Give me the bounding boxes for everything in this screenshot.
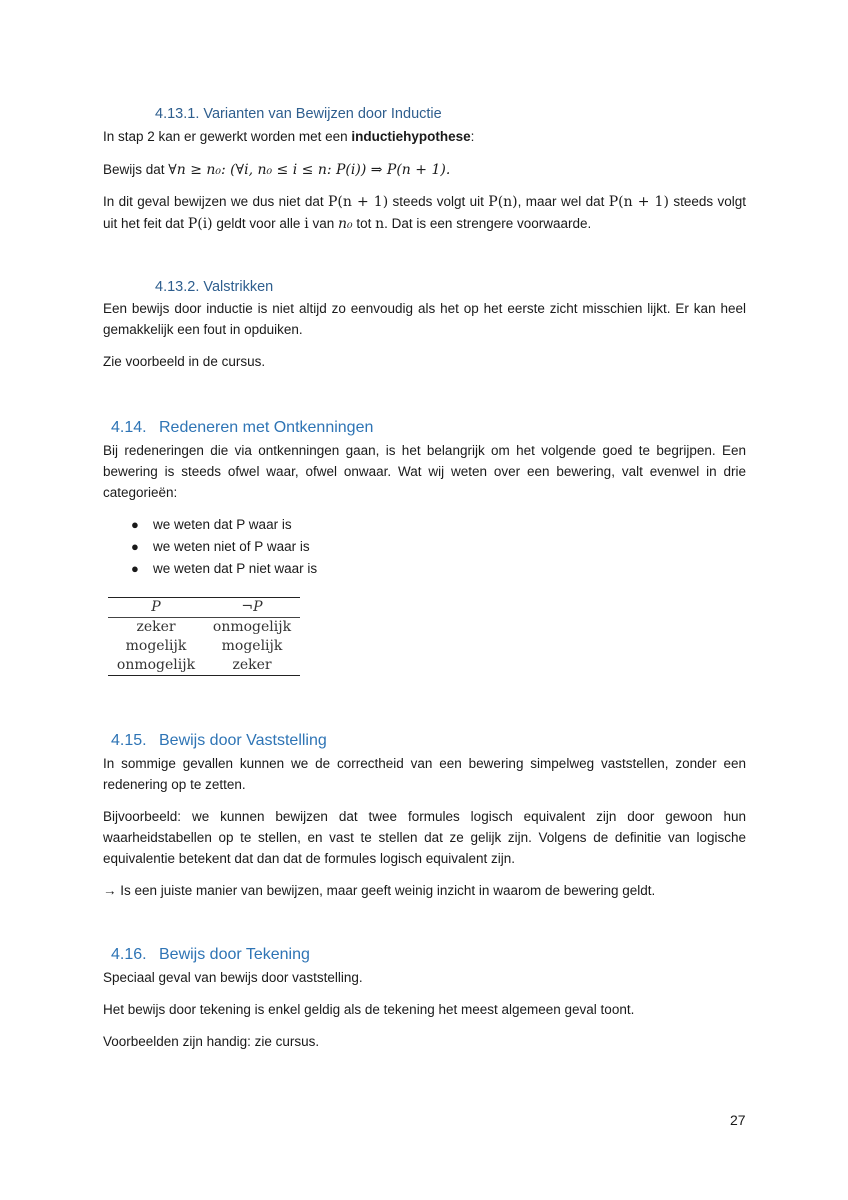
math: n₀ bbox=[337, 216, 353, 232]
section-title: Bewijs door Tekening bbox=[159, 946, 310, 963]
list-item bbox=[103, 558, 746, 580]
bullet-icon: ● bbox=[131, 539, 139, 554]
paragraph bbox=[103, 191, 746, 235]
text: steeds volgt uit het feit dat bbox=[103, 194, 747, 231]
math: i bbox=[304, 216, 309, 232]
math: P(n + 1) bbox=[608, 194, 669, 210]
math: P(n + 1) bbox=[327, 194, 389, 210]
section-title: Bewijs door Vaststelling bbox=[159, 732, 327, 749]
text: : bbox=[470, 129, 475, 144]
section-4-16 bbox=[103, 944, 746, 1052]
section-heading bbox=[103, 417, 746, 439]
paragraph: Voorbeelden zijn handig: zie cursus. bbox=[103, 1034, 320, 1049]
section-4-13-2 bbox=[103, 277, 746, 372]
section-number: 4.14. bbox=[111, 419, 147, 436]
table-row bbox=[108, 656, 300, 676]
table-row bbox=[108, 618, 300, 638]
table-cell: mogelijk bbox=[221, 638, 283, 654]
section-heading: 4.13.2. Valstrikken bbox=[155, 279, 274, 295]
formula: ∀n ≥ n₀: (∀i, n₀ ≤ i ≤ n: P(i)) ⇒ P(n + 1). bbox=[168, 162, 451, 178]
list-item-text: we weten niet of P waar is bbox=[153, 539, 310, 554]
math: n bbox=[375, 216, 385, 232]
table-cell: zeker bbox=[204, 656, 300, 676]
formula-line bbox=[103, 159, 746, 181]
section-title: Redeneren met Ontkenningen bbox=[159, 419, 374, 436]
bullet-list bbox=[103, 514, 746, 580]
paragraph: In sommige gevallen kunnen we de correctheid van een bewering simpelweg vaststellen, zonder een redenering op te zetten. bbox=[103, 756, 746, 792]
section-heading bbox=[103, 944, 746, 966]
table-cell: zeker bbox=[136, 619, 176, 635]
section-4-14 bbox=[103, 417, 746, 580]
paragraph: → Is een juiste manier van bewijzen, maar geeft weinig inzicht in waarom de bewering geldt. bbox=[103, 883, 656, 898]
text: van bbox=[308, 216, 338, 231]
section-4-13-1 bbox=[103, 104, 746, 235]
text: In stap 2 kan er gewerkt worden met een bbox=[103, 129, 352, 144]
list-item bbox=[103, 536, 746, 558]
bold-term: inductiehypothese bbox=[351, 129, 471, 144]
math: P(n) bbox=[488, 194, 518, 210]
bullet-icon: ● bbox=[131, 561, 139, 576]
text: steeds volgt uit bbox=[388, 194, 489, 209]
table-header: P bbox=[108, 598, 204, 618]
paragraph: Bijvoorbeeld: we kunnen bewijzen dat twee formules logisch equivalent zijn door gewoon hun waarheidstabellen op te stellen, en vast te stellen dat ze gelijk zijn. Volgens de definitie van logische equivalentie betekent dat dan dat de formules logisch equivalent zijn. bbox=[103, 809, 746, 866]
table-cell: mogelijk bbox=[125, 638, 187, 654]
list-item bbox=[103, 514, 746, 536]
text: , maar wel dat bbox=[517, 194, 609, 209]
text: geldt voor alle bbox=[212, 216, 305, 231]
section-heading bbox=[103, 730, 746, 752]
truth-table bbox=[108, 597, 300, 676]
paragraph: Zie voorbeeld in de cursus. bbox=[103, 354, 266, 369]
paragraph bbox=[103, 126, 746, 147]
paragraph: Het bewijs door tekening is enkel geldig als de tekening het meest algemeen geval toont. bbox=[103, 1002, 635, 1017]
paragraph: Een bewijs door inductie is niet altijd zo eenvoudig als het op het eerste zicht misschien lijkt. Er kan heel gemakkelijk een fout in opduiken. bbox=[103, 301, 746, 337]
text: Bewijs dat bbox=[103, 162, 169, 177]
table-cell: onmogelijk bbox=[108, 656, 204, 676]
text: In dit geval bewijzen we dus niet dat bbox=[103, 194, 328, 209]
math: P(i) bbox=[187, 216, 213, 232]
table-header: ¬P bbox=[204, 598, 300, 618]
section-4-15 bbox=[103, 730, 746, 901]
table-cell: onmogelijk bbox=[212, 619, 292, 635]
text: . Dat is een strengere voorwaarde. bbox=[384, 216, 592, 231]
paragraph: Speciaal geval van bewijs door vaststelling. bbox=[103, 970, 363, 985]
page-number: 27 bbox=[730, 1112, 746, 1128]
text: tot bbox=[352, 216, 376, 231]
table-row bbox=[108, 637, 300, 656]
paragraph: Bij redeneringen die via ontkenningen gaan, is het belangrijk om het volgende goed te begrijpen. Een bewering is steeds ofwel waar, ofwel onwaar. Wat wij weten over een bewering, valt evenwel in drie categorieën: bbox=[103, 443, 746, 500]
section-number: 4.15. bbox=[111, 732, 147, 749]
bullet-icon: ● bbox=[131, 517, 139, 532]
section-number: 4.16. bbox=[111, 946, 147, 963]
section-heading: 4.13.1. Varianten van Bewijzen door Inductie bbox=[155, 106, 442, 122]
list-item-text: we weten dat P waar is bbox=[153, 517, 292, 532]
list-item-text: we weten dat P niet waar is bbox=[153, 561, 318, 576]
